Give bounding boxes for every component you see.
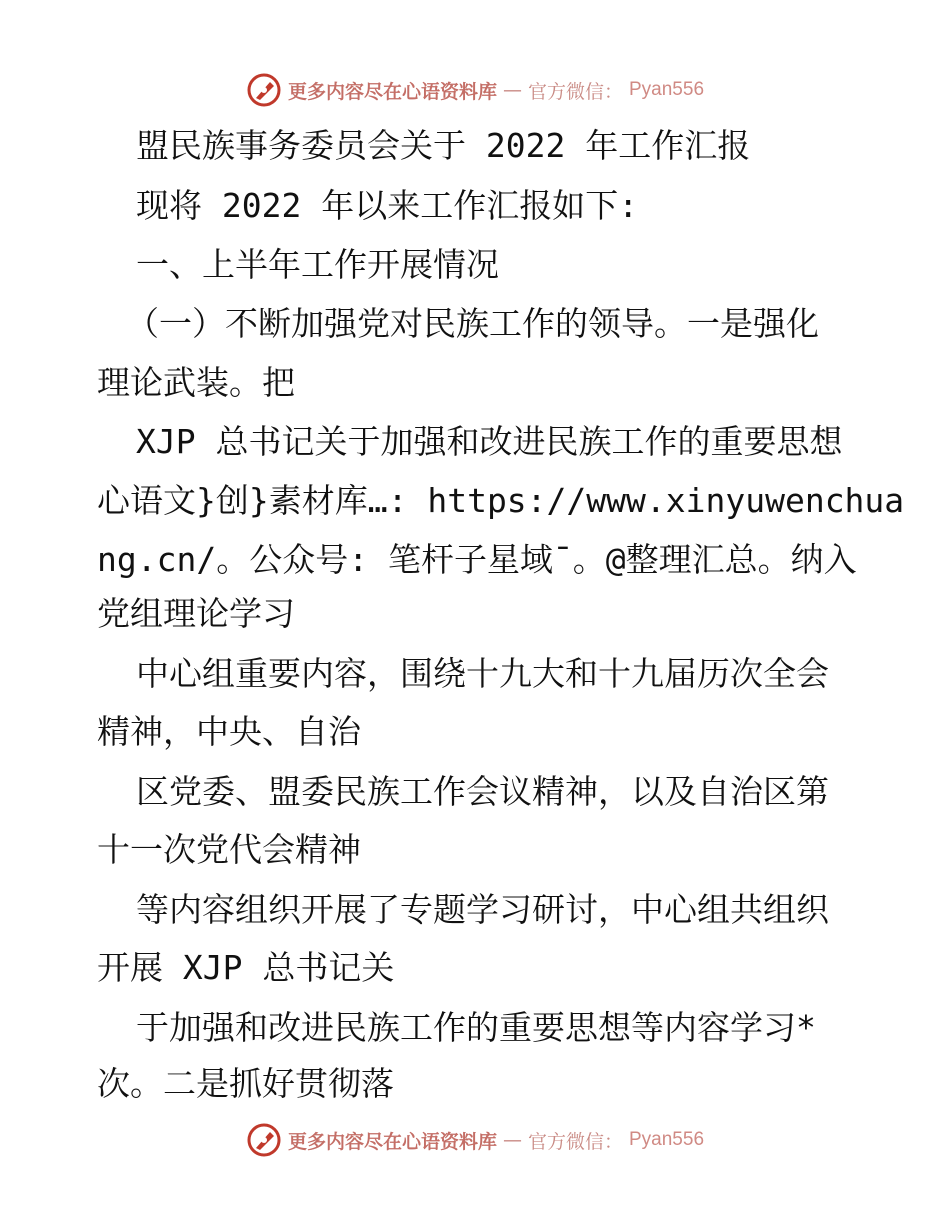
watermark-main-text: 更多内容尽在心语资料库 bbox=[287, 1130, 497, 1153]
body-line: 开展 XJP 总书记关 bbox=[97, 948, 395, 987]
watermark-dash: — bbox=[502, 79, 522, 101]
body-line: 于加强和改进民族工作的重要思想等内容学习* bbox=[136, 1008, 816, 1047]
document-title: 盟民族事务委员会关于 2022 年工作汇报 bbox=[136, 126, 751, 165]
body-line: 次。二是抓好贯彻落 bbox=[97, 1064, 394, 1103]
body-line: 理论武装。把 bbox=[97, 363, 295, 402]
watermark-wechat-id: Pyan556 bbox=[629, 79, 705, 100]
body-line: 中心组重要内容，围绕十九大和十九届历次全会 bbox=[136, 654, 829, 693]
section-heading: 一、上半年工作开展情况 bbox=[136, 245, 499, 284]
pen-logo-icon bbox=[246, 72, 282, 108]
watermark-wechat-label: 官方微信： bbox=[527, 80, 623, 103]
body-line: （一）不断加强党对民族工作的领导。一是强化 bbox=[126, 304, 819, 343]
body-line: 精神，中央、自治 bbox=[97, 712, 361, 751]
body-line: 党组理论学习 bbox=[97, 594, 295, 633]
watermark-wechat-id: Pyan556 bbox=[629, 1129, 705, 1150]
body-line: 十一次党代会精神 bbox=[97, 830, 361, 869]
body-line: XJP 总书记关于加强和改进民族工作的重要思想 bbox=[136, 422, 843, 461]
watermark-main-text: 更多内容尽在心语资料库 bbox=[287, 80, 497, 103]
watermark-wechat-label: 官方微信： bbox=[527, 1130, 623, 1153]
watermark-footer bbox=[0, 1120, 950, 1160]
watermark-dash: — bbox=[502, 1129, 522, 1151]
pen-logo-icon bbox=[246, 1122, 282, 1158]
body-line: 心语文}创}素材库…: https://www.xinyuwenchua bbox=[97, 481, 905, 520]
watermark-header bbox=[0, 70, 950, 110]
body-line: 等内容组织开展了专题学习研讨，中心组共组织 bbox=[136, 890, 829, 929]
body-line: ng.cn/。公众号: 笔杆子星域¯。@整理汇总。纳入 bbox=[97, 540, 857, 579]
intro-line: 现将 2022 年以来工作汇报如下: bbox=[136, 186, 639, 225]
body-line: 区党委、盟委民族工作会议精神，以及自治区第 bbox=[136, 772, 829, 811]
